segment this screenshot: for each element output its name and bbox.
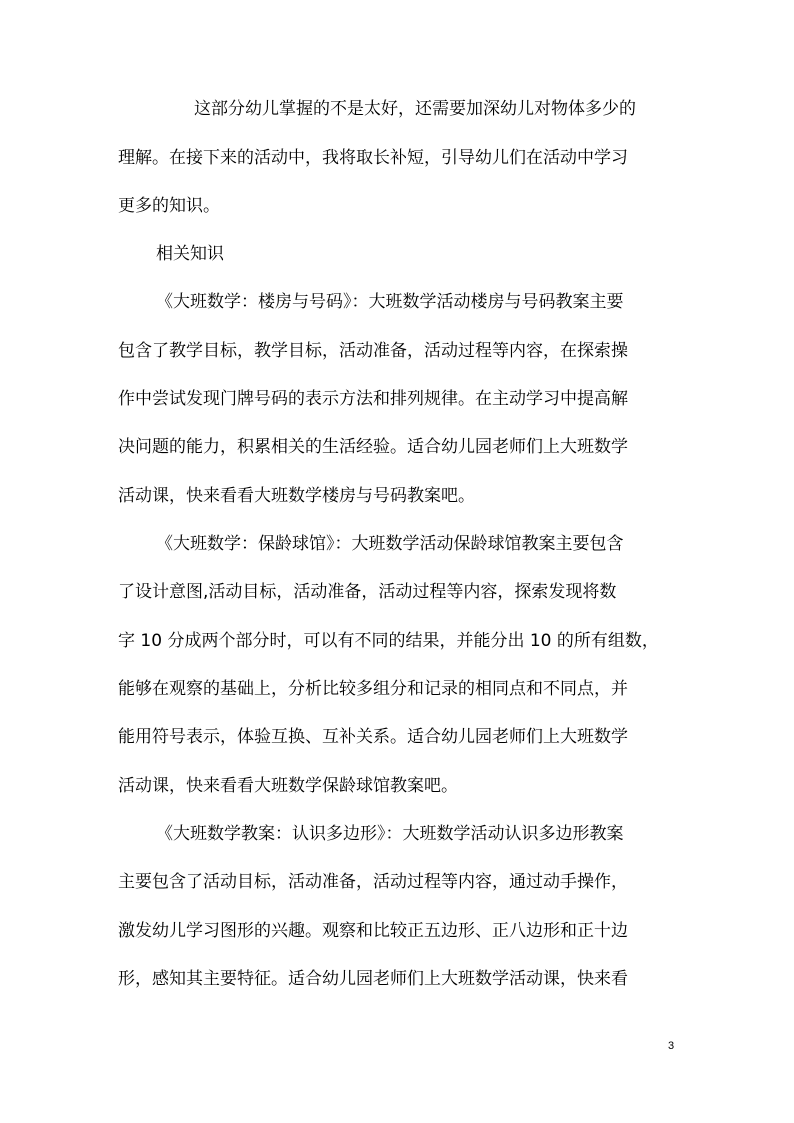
paragraph-line: 《大班数学：楼房与号码》：大班数学活动楼房与号码教案主要 xyxy=(156,292,624,312)
paragraph-line: 形，感知其主要特征。适合幼儿园老师们上大班数学活动课，快来看 xyxy=(118,969,628,989)
paragraph-line: 《大班数学：保龄球馆》：大班数学活动保龄球馆教案主要包含 xyxy=(156,534,624,554)
paragraph-line: 《大班数学教案：认识多边形》：大班数学活动认识多边形教案 xyxy=(156,824,624,844)
paragraph-line: 作中尝试发现门牌号码的表示方法和排列规律。在主动学习中提高解 xyxy=(118,389,628,409)
paragraph-line: 能用符号表示，体验互换、互补关系。适合幼儿园老师们上大班数学 xyxy=(118,727,628,747)
paragraph-line: 这部分幼儿掌握的不是太好，还需要加深幼儿对物体多少的 xyxy=(194,99,636,119)
section-heading: 相关知识 xyxy=(156,244,224,264)
page-number: 3 xyxy=(668,1040,675,1052)
paragraph-line: 激发幼儿学习图形的兴趣。观察和比较正五边形、正八边形和正十边 xyxy=(118,921,628,941)
paragraph-line: 活动课，快来看看大班数学保龄球馆教案吧。 xyxy=(118,776,458,796)
paragraph-line: 能够在观察的基础上，分析比较多组分和记录的相同点和不同点，并 xyxy=(118,679,628,699)
paragraph-line: 包含了教学目标，教学目标，活动准备，活动过程等内容，在探索操 xyxy=(118,341,628,361)
paragraph-line: 决问题的能力，积累相关的生活经验。适合幼儿园老师们上大班数学 xyxy=(118,437,628,457)
paragraph-line: 了设计意图,活动目标，活动准备，活动过程等内容，探索发现将数 xyxy=(118,582,617,602)
paragraph-line: 主要包含了活动目标，活动准备，活动过程等内容，通过动手操作， xyxy=(118,872,628,892)
paragraph-line: 理解。在接下来的活动中，我将取长补短，引导幼儿们在活动中学习 xyxy=(118,148,628,168)
paragraph-line: 更多的知识。 xyxy=(118,196,220,216)
paragraph-line: 活动课，快来看看大班数学楼房与号码教案吧。 xyxy=(118,486,475,506)
paragraph-line: 字 10 分成两个部分时，可以有不同的结果，并能分出 10 的所有组数， xyxy=(118,631,659,651)
